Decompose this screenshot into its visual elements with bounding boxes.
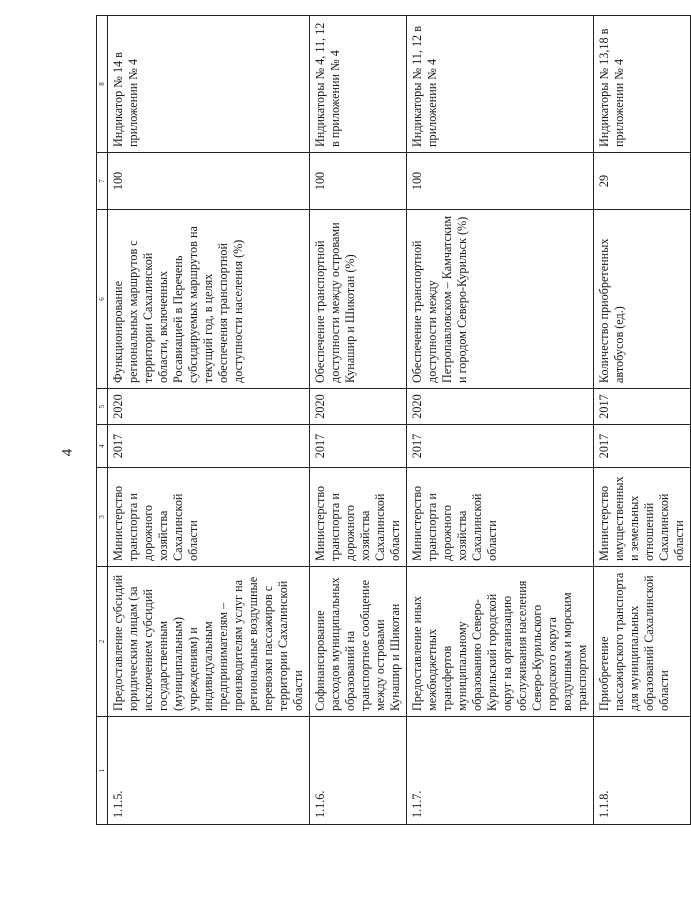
executor: Министерство транспорта и дорожного хозяйства Сахалинской области — [407, 468, 594, 567]
header-cell-8: 8 — [97, 16, 108, 153]
indicator-value: 29 — [594, 153, 691, 210]
indicator-value: 100 — [407, 153, 594, 210]
indicator: Обеспечение транспортной доступности между Петропавловском – Камчатским и городом Северо-Курильск (%) — [407, 210, 594, 389]
row-number: 1.1.7. — [407, 717, 594, 825]
table-row — [310, 16, 407, 825]
start-year: 2017 — [310, 425, 407, 468]
end-year: 2020 — [407, 389, 594, 425]
start-year: 2017 — [108, 425, 310, 468]
end-year: 2020 — [310, 389, 407, 425]
program-activities-table — [96, 15, 691, 825]
rotated-table-wrapper — [96, 16, 686, 825]
page-number: 4 — [59, 448, 76, 457]
executor: Министерство транспорта и дорожного хозяйства Сахалинской области — [310, 468, 407, 567]
activity-name: Приобретение пассажирского транспорта для муниципальных образований Сахалинской области — [594, 567, 691, 717]
table-row — [108, 16, 310, 825]
indicator: Функционирование региональных маршрутов с территории Сахалинской области, включенных Росавиацией в Перечень субсидируемых маршрутов на текущий год, в целях обеспечения транспортной доступности населения (%) — [108, 210, 310, 389]
indicator: Количество приобретенных автобусов (ед.) — [594, 210, 691, 389]
table-row — [407, 16, 594, 825]
row-number: 1.1.8. — [594, 717, 691, 825]
header-cell-3: 3 — [97, 468, 108, 567]
header-cell-4: 4 — [97, 425, 108, 468]
indicator-link: Индикаторы № 11, 12 в приложении № 4 — [407, 16, 594, 153]
indicator: Обеспечение транспортной доступности между островами Кунашир и Шикотан (%) — [310, 210, 407, 389]
end-year: 2017 — [594, 389, 691, 425]
indicator-link: Индикатор № 14 в приложении № 4 — [108, 16, 310, 153]
activity-name: Предоставление иных межбюджетных трансфертов муниципальному образованию Северо-Курильский городской округ на организацию обслуживания населения Северо-Курильского городского округа воздушным и морским транспортом — [407, 567, 594, 717]
header-cell-7: 7 — [97, 153, 108, 210]
indicator-value: 100 — [108, 153, 310, 210]
row-number: 1.1.6. — [310, 717, 407, 825]
end-year: 2020 — [108, 389, 310, 425]
header-cell-5: 5 — [97, 389, 108, 425]
header-cell-2: 2 — [97, 567, 108, 717]
start-year: 2017 — [407, 425, 594, 468]
row-number: 1.1.5. — [108, 717, 310, 825]
header-cell-6: 6 — [97, 210, 108, 389]
header-row — [97, 16, 108, 825]
activity-name: Софинансирование расходов муниципальных образований на транспортное сообщение между островами Кунашир и Шикотан — [310, 567, 407, 717]
executor: Министерство имущественных и земельных отношений Сахалинской области — [594, 468, 691, 567]
table-row — [594, 16, 691, 825]
indicator-link: Индикаторы № 4, 11, 12 в приложении № 4 — [310, 16, 407, 153]
start-year: 2017 — [594, 425, 691, 468]
header-cell-1: 1 — [97, 717, 108, 825]
executor: Министерство транспорта и дорожного хозяйства Сахалинской области — [108, 468, 310, 567]
indicator-value: 100 — [310, 153, 407, 210]
indicator-link: Индикаторы № 13,18 в приложении № 4 — [594, 16, 691, 153]
activity-name: Предоставление субсидий юридическим лицам (за исключением субсидий государственным (муниципальным) учреждениям) и индивидуальным предпринимателям – производителям услуг на региональные воздушные перевозки пассажиров с территории Сахалинской области — [108, 567, 310, 717]
